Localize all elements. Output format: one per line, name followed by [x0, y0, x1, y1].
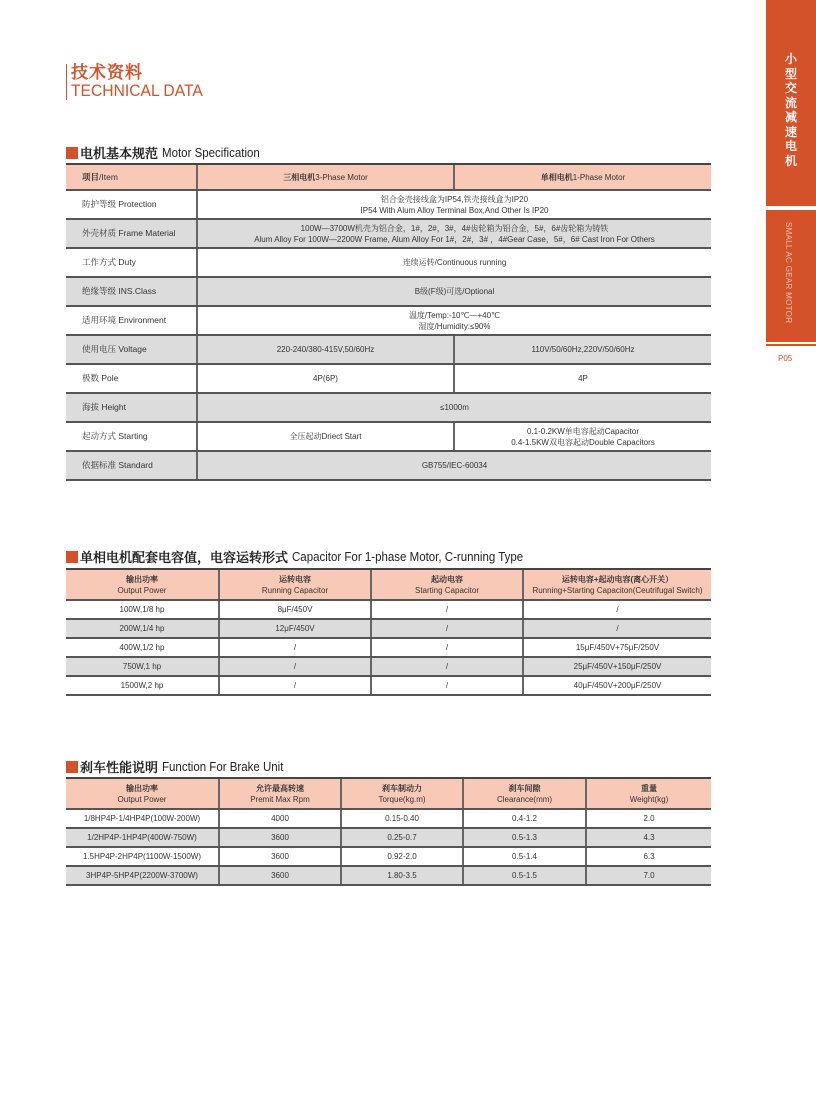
- row-label: 海拔 Height: [66, 393, 197, 422]
- row-value: ≤1000m: [197, 393, 711, 422]
- table-cell: /: [523, 600, 711, 619]
- header-item: 项目/Item: [66, 164, 197, 190]
- table-cell: 3HP4P-5HP4P(2200W-3700W): [66, 866, 219, 885]
- sidebar-title-char: 机: [784, 153, 797, 168]
- row-value-three-phase: 全压起动Driect Start: [197, 422, 454, 451]
- sidebar-title-char: 速: [784, 124, 797, 139]
- row-value-three-phase: 4P(6P): [197, 364, 454, 393]
- table-cell: /: [371, 676, 523, 695]
- header-torque: 刹车制动力 Torque(kg.m): [341, 778, 463, 809]
- sidebar-title-cn: [766, 52, 816, 168]
- table-row: [66, 248, 711, 277]
- header-max-rpm: 允许最高转速 Premit Max Rpm: [219, 778, 341, 809]
- section-title-en: Function For Brake Unit: [162, 759, 284, 774]
- capacitor-table: [66, 568, 711, 696]
- table-row: [66, 451, 711, 480]
- table-cell: 40μF/450V+200μF/250V: [523, 676, 711, 695]
- row-label: 外壳材质 Frame Material: [66, 219, 197, 248]
- header-weight: 重量 Weight(kg): [586, 778, 711, 809]
- section-title-en: Motor Specification: [162, 145, 260, 160]
- table-row: [66, 219, 711, 248]
- motor-spec-table: [66, 163, 711, 481]
- sidebar-title-char: 型: [784, 66, 797, 81]
- table-row: [66, 828, 711, 847]
- table-cell: /: [219, 676, 371, 695]
- header-running-starting: 运转电容+起动电容(离心开关） Running+Starting Capaciton(Ceutrifugal Switch): [523, 569, 711, 600]
- table-cell: 1/2HP4P-1HP4P(400W-750W): [66, 828, 219, 847]
- header-running-capacitor: 运转电容 Running Capacitor: [219, 569, 371, 600]
- page-title: [66, 64, 214, 100]
- table-cell: 3600: [219, 847, 341, 866]
- row-label: 绝缘等级 INS.Class: [66, 277, 197, 306]
- table-cell: 0.15-0.40: [341, 809, 463, 828]
- header-output-power: 输出功率 Output Power: [66, 569, 219, 600]
- table-cell: 7.0: [586, 866, 711, 885]
- table-cell: 3600: [219, 828, 341, 847]
- table-row: [66, 676, 711, 695]
- table-cell: 0.5-1.5: [463, 866, 586, 885]
- table-cell: 3600: [219, 866, 341, 885]
- section-title-cn: 刹车性能说明: [80, 760, 159, 775]
- table-cell: 100W,1/8 hp: [66, 600, 219, 619]
- section-marker-icon: [66, 551, 78, 563]
- table-row: [66, 638, 711, 657]
- row-value: 100W—3700W机壳为铝合金，1#，2#，3#，4#齿轮箱为铝合金，5#，6#齿轮箱为铸铁 Alum Alloy For 100W—2200W Frame, Alum Alloy For 1#，2#，3# ，4#Gear Case，5#，6# Cast Iron For Others: [197, 219, 711, 248]
- header-three-phase: 三相电机3-Phase Motor: [197, 164, 454, 190]
- table-header-row: [66, 569, 711, 600]
- row-value: 铝合金壳接线盒为IP54,铁壳接线盒为IP20 IP54 With Alum Alloy Terminal Box,And Other Is IP20: [197, 190, 711, 219]
- row-value-single-phase: 110V/50/60Hz,220V/50/60Hz: [454, 335, 711, 364]
- table-row: [66, 657, 711, 676]
- page-number: P05: [778, 354, 793, 363]
- table-cell: 0.5-1.3: [463, 828, 586, 847]
- header-clearance: 刹车间隙 Clearance(mm): [463, 778, 586, 809]
- brake-table: [66, 777, 711, 886]
- sidebar-subtitle-block: [766, 210, 816, 342]
- table-cell: 0.92-2.0: [341, 847, 463, 866]
- table-cell: /: [523, 619, 711, 638]
- table-cell: 4.3: [586, 828, 711, 847]
- table-cell: /: [371, 600, 523, 619]
- row-value: 连续运转/Continuous running: [197, 248, 711, 277]
- row-value: GB755/IEC-60034: [197, 451, 711, 480]
- table-row: [66, 277, 711, 306]
- table-cell: 1.80-3.5: [341, 866, 463, 885]
- table-cell: 0.5-1.4: [463, 847, 586, 866]
- table-header-row: [66, 778, 711, 809]
- table-row: [66, 306, 711, 335]
- sidebar-title-char: 电: [784, 139, 797, 153]
- table-row: [66, 190, 711, 219]
- section-title-cn: 电机基本规范: [80, 146, 159, 161]
- table-row: [66, 866, 711, 885]
- section-marker-icon: [66, 147, 78, 159]
- table-cell: 1.5HP4P-2HP4P(1100W-1500W): [66, 847, 219, 866]
- row-value-single-phase: 0.1-0.2KW单电容起动Capacitor 0.4-1.5KW双电容起动Double Capacitors: [454, 422, 711, 451]
- table-cell: 6.3: [586, 847, 711, 866]
- header-single-phase: 单相电机1-Phase Motor: [454, 164, 711, 190]
- table-row: [66, 393, 711, 422]
- section-title-capacitor: [66, 547, 543, 566]
- sidebar-title-char: 流: [784, 95, 797, 110]
- header-starting-capacitor: 起动电容 Starting Capacitor: [371, 569, 523, 600]
- table-cell: 1/8HP4P-1/4HP4P(100W-200W): [66, 809, 219, 828]
- row-value: B级(F级)可选/Optional: [197, 277, 711, 306]
- table-cell: /: [371, 619, 523, 638]
- section-title-cn: 单相电机配套电容值，电容运转形式: [80, 550, 289, 565]
- table-row: [66, 335, 711, 364]
- row-label: 依据标准 Standard: [66, 451, 197, 480]
- section-marker-icon: [66, 761, 78, 773]
- table-cell: /: [219, 638, 371, 657]
- section-title-brake: [66, 757, 294, 776]
- table-cell: 4000: [219, 809, 341, 828]
- row-label: 适用环境 Environment: [66, 306, 197, 335]
- table-header-row: [66, 164, 711, 190]
- page-title-cn: 技术资料: [71, 63, 143, 82]
- row-value-three-phase: 220-240/380-415V,50/60Hz: [197, 335, 454, 364]
- sidebar-title-char: 交: [784, 81, 797, 95]
- table-row: [66, 364, 711, 393]
- row-label: 防护等级 Protection: [66, 190, 197, 219]
- table-cell: /: [219, 657, 371, 676]
- sidebar-category-tab: [766, 0, 816, 206]
- page-title-en: TECHNICAL DATA: [71, 81, 203, 100]
- row-label: 使用电压 Voltage: [66, 335, 197, 364]
- row-label: 起动方式 Starting: [66, 422, 197, 451]
- table-cell: 400W,1/2 hp: [66, 638, 219, 657]
- table-cell: 8μF/450V: [219, 600, 371, 619]
- table-cell: 2.0: [586, 809, 711, 828]
- table-row: [66, 600, 711, 619]
- sidebar-title-en: SMALL AC GEAR MOTOR: [784, 222, 793, 324]
- table-cell: 25μF/450V+150μF/250V: [523, 657, 711, 676]
- table-cell: 0.25-0.7: [341, 828, 463, 847]
- section-title-motor-spec: [66, 143, 268, 162]
- table-row: [66, 809, 711, 828]
- header-output-power: 输出功率 Output Power: [66, 778, 219, 809]
- row-value-single-phase: 4P: [454, 364, 711, 393]
- sidebar-title-char: 减: [784, 110, 797, 124]
- table-row: [66, 847, 711, 866]
- row-label: 极数 Pole: [66, 364, 197, 393]
- row-value: 温度/Temp:-10℃—+40℃ 湿度/Humidity:≤90%: [197, 306, 711, 335]
- table-cell: 15μF/450V+75μF/250V: [523, 638, 711, 657]
- table-row: [66, 619, 711, 638]
- section-title-en: Capacitor For 1-phase Motor, C-running Type: [292, 549, 524, 564]
- sidebar-title-char: 小: [784, 52, 797, 66]
- table-cell: 0.4-1.2: [463, 809, 586, 828]
- sidebar-divider: [766, 344, 816, 346]
- row-label: 工作方式 Duty: [66, 248, 197, 277]
- table-cell: 12μF/450V: [219, 619, 371, 638]
- table-cell: 200W,1/4 hp: [66, 619, 219, 638]
- table-cell: 750W,1 hp: [66, 657, 219, 676]
- table-row: [66, 422, 711, 451]
- table-cell: /: [371, 657, 523, 676]
- table-cell: 1500W,2 hp: [66, 676, 219, 695]
- table-cell: /: [371, 638, 523, 657]
